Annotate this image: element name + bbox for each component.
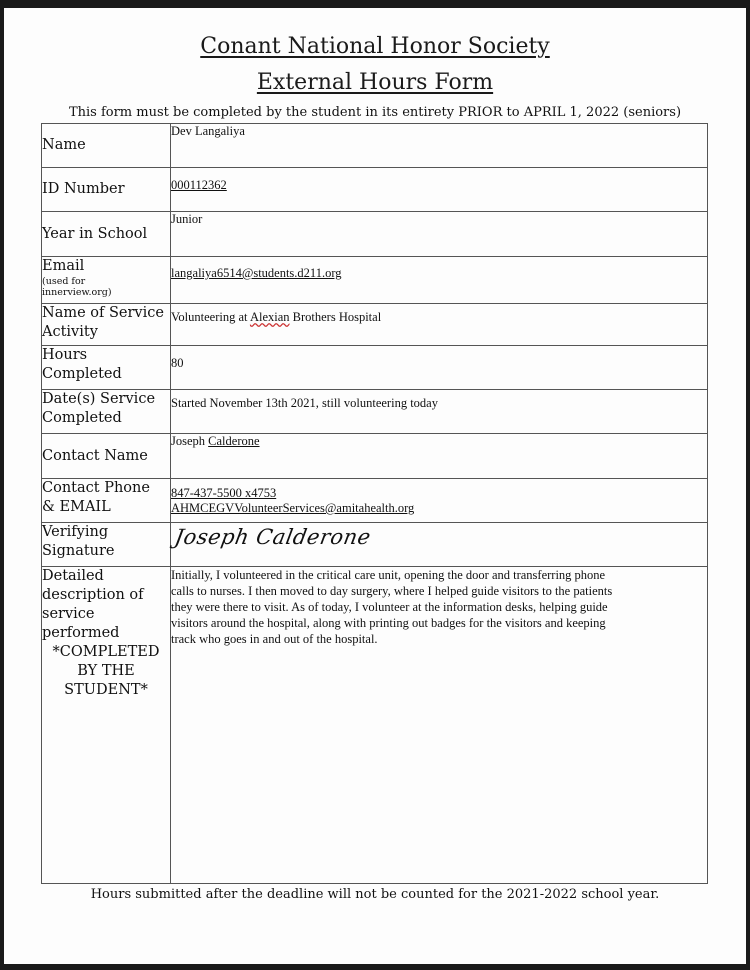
year-label: Year in School [42, 212, 171, 257]
row-contact-name [42, 434, 708, 479]
id-number-label: ID Number [42, 168, 171, 212]
id-number-value: 000112362 [171, 168, 708, 212]
contact-name-label: Contact Name [42, 434, 171, 479]
row-description [42, 567, 708, 884]
dates-value: Started November 13th 2021, still volunteering today [171, 390, 708, 434]
signature-label: Verifying Signature [42, 523, 171, 567]
deadline-footer: Hours submitted after the deadline will not be counted for the 2021-2022 school year. [90, 887, 660, 902]
email-value: langaliya6514@students.d211.org [171, 257, 708, 304]
row-service-activity [42, 304, 708, 346]
year-value: Junior [171, 212, 708, 257]
email-label: Email (used for innerview.org) [42, 257, 171, 304]
contact-phone: 847-437-5500 x4753 [171, 486, 277, 500]
row-email [42, 257, 708, 304]
email-note-site: innerview.org) [42, 287, 112, 298]
name-value: Dev Langaliya [171, 124, 708, 168]
dates-label: Date(s) Service Completed [42, 390, 171, 434]
name-label: Name [42, 124, 171, 168]
hours-value: 80 [171, 346, 708, 390]
handwritten-signature: Joseph Calderone [172, 525, 373, 549]
service-activity-value: Volunteering at Alexian Brothers Hospital [171, 304, 708, 346]
service-activity-label: Name of Service Activity [42, 304, 171, 346]
form-title-line2: External Hours Form [256, 70, 494, 95]
row-name [42, 124, 708, 168]
row-dates [42, 390, 708, 434]
hours-label: Hours Completed [42, 346, 171, 390]
row-signature [42, 523, 708, 567]
description-value: Initially, I volunteered in the critical care unit, opening the door and transferring phone calls to nurses. I then moved to day surgery, where I helped guide visitors to the patients they were there to visit. As of today, I volunteer at the information desks, helping guide visitors around the hospital, along with printing out badges for the visitors and keeping track who goes in and out of the hospital. [171, 567, 708, 884]
contact-phone-label: Contact Phone & EMAIL [42, 479, 171, 523]
row-hours [42, 346, 708, 390]
signature-value [171, 523, 708, 567]
form-page [4, 8, 746, 964]
description-label: Detailed description of service performed *COMPLETED BY THE STUDENT* [42, 567, 171, 884]
deadline-instruction: This form must be completed by the student in its entirety PRIOR to APRIL 1, 2022 (seniors) [68, 105, 682, 120]
contact-phone-email-value [171, 479, 708, 523]
form-title-line1: Conant National Honor Society [200, 34, 550, 59]
row-contact-phone-email [42, 479, 708, 523]
email-note: (used for [42, 276, 86, 287]
contact-name-value: Joseph Calderone [171, 434, 708, 479]
hours-form-table [41, 123, 708, 884]
row-year [42, 212, 708, 257]
contact-email: AHMCEGVVolunteerServices@amitahealth.org [171, 501, 415, 515]
row-id-number [42, 168, 708, 212]
